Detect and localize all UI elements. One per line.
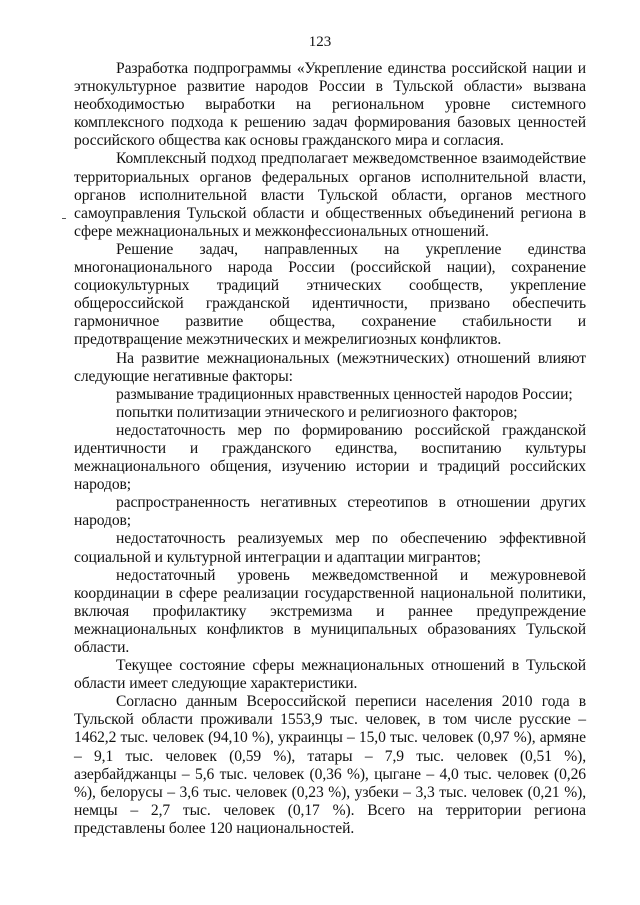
list-item: недостаточность мер по формированию российской гражданской идентичности и гражданского единства, воспитанию культуры межнационального общения, изучению истории и традиций российских народов; [74,421,586,494]
paragraph: Согласно данным Всероссийской переписи населения 2010 года в Тульской области проживали 1553,9 тыс. человек, в том числе русские – 1462,2 тыс. человек (94,10 %), украинцы – 15,0 тыс. человек (0,97 %), армяне – 9,1 тыс. человек (0,59 %), татары – 7,9 тыс. человек (0,51 %), азербайджанцы – 5,6 тыс. человек (0,36 %), цыгане – 4,0 тыс. человек (0,26 %), белорусы – 3,6 тыс. человек (0,23 %), узбеки – 3,3 тыс. человек (0,21 %), немцы – 2,7 тыс. человек (0,17 %). Всего на территории региона представлены более 120 национальностей. [74,693,586,837]
page-number: 123 [308,34,332,50]
list-item: размывание традиционных нравственных ценностей народов России; [116,385,573,403]
list-item: попытки политизации этнического и религиозного факторов; [116,403,518,421]
list-item: недостаточность реализуемых мер по обеспечению эффективной социальной и культурной интеграции и адаптации мигрантов; [74,530,586,566]
paragraph: Решение задач, направленных на укрепление единства многонационального народа России (российской нации), сохранение социокультурных традиций этнических сообществ, укрепление общероссийской гражданской идентичности, призвано обеспечить гармоничное развитие общества, сохранение стабильности и предотвращение межэтнических и межрелигиозных конфликтов. [74,240,586,349]
paragraph: Разработка подпрограммы «Укрепление единства российской нации и этнокультурное развитие народов России в Тульской области» вызвана необходимостью выработки на региональном уровне системного комплексного подхода к решению задач формирования базовых ценностей российского общества как основы гражданского мира и согласия. [74,60,586,150]
paragraph: На развитие межнациональных (межэтнических) отношений влияют следующие негативные факторы: [74,349,586,385]
list-item: распространенность негативных стереотипов в отношении других народов; [74,494,586,530]
margin-mark [62,218,66,219]
paragraph: Текущее состояние сферы межнациональных отношений в Тульской области имеет следующие характеристики. [74,657,586,693]
body-text [74,60,586,838]
list-item: недостаточный уровень межведомственной и межуровневой координации в сфере реализации государственной национальной политики, включая профилактику экстремизма и раннее предупреждение межнациональных конфликтов в муниципальных образованиях Тульской области. [74,566,586,656]
paragraph: Комплексный подход предполагает межведомственное взаимодействие территориальных органов федеральных органов исполнительной власти, органов исполнительной власти Тульской области, органов местного самоуправления Тульской области и общественных объединений региона в сфере межнациональных и межконфессиональных отношений. [74,150,586,240]
